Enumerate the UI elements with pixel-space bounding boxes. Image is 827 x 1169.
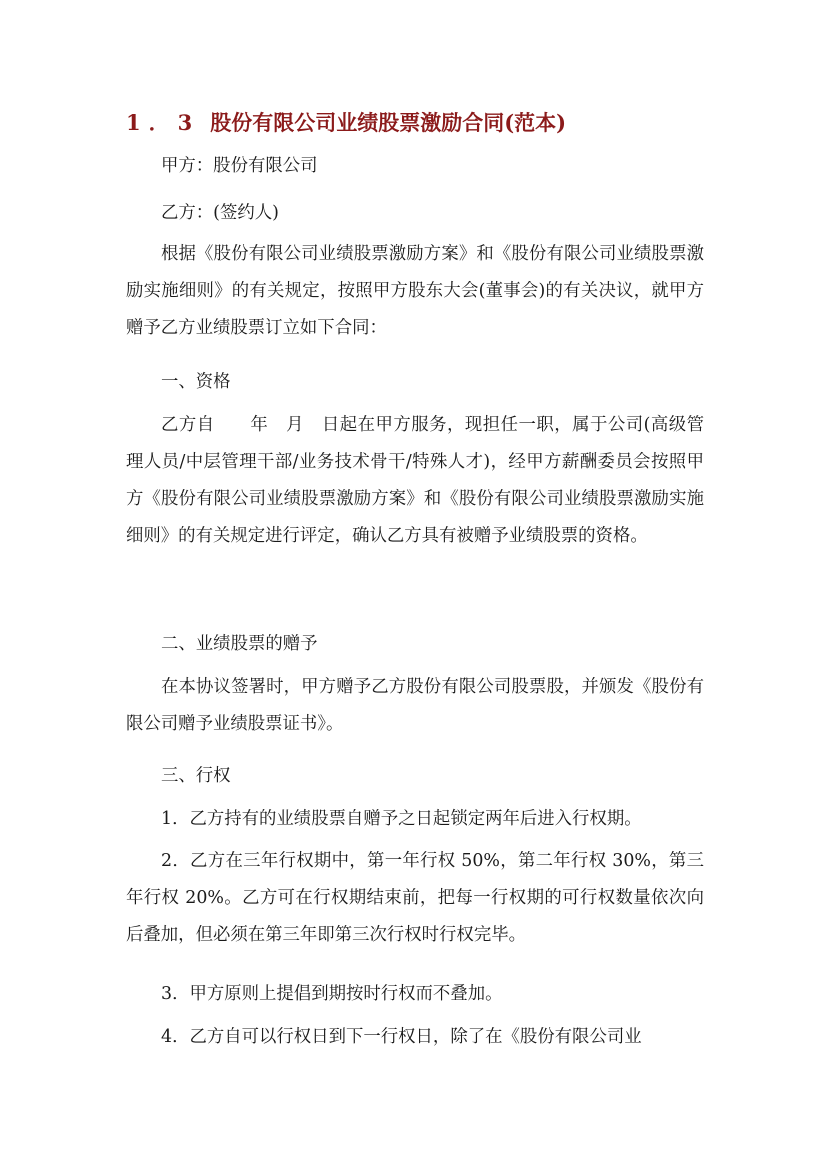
section-2-body: 在本协议签署时，甲方赠予乙方股份有限公司股票股，并颁发《股份有限公司赠予业绩股票证书》。: [126, 677, 704, 734]
section-3-heading: 三、行权: [161, 766, 231, 786]
section-3-item-2: 2．乙方在三年行权期中，第一年行权 50%，第二年行权 30%，第三年行权 20%。乙方可在行权期结束前，把每一行权期的可行权数量依次向后叠加，但必须在第三年即第三次行权时行权完毕。: [126, 851, 704, 945]
section-3-item-3: 3．甲方原则上提倡到期按时行权而不叠加。: [161, 984, 503, 1004]
document-title: [126, 108, 566, 138]
section-1-heading: 一、资格: [161, 372, 231, 392]
party-a: 甲方：股份有限公司: [161, 156, 318, 176]
title-text: 股份有限公司业绩股票激励合同(范本): [210, 110, 567, 135]
section-1-body: 乙方自 年 月 日起在甲方服务，现担任一职，属于公司(高级管理人员/中层管理干部/业务技术骨干/特殊人才)，经甲方薪酬委员会按照甲方《股份有限公司业绩股票激励方案》和《股份有限公司业绩股票激励实施细则》的有关规定进行评定，确认乙方具有被赠予业绩股票的资格。: [126, 415, 704, 546]
preamble-paragraph: 根据《股份有限公司业绩股票激励方案》和《股份有限公司业绩股票激励实施细则》的有关规定，按照甲方股东大会(董事会)的有关决议，就甲方赠予乙方业绩股票订立如下合同：: [126, 244, 704, 338]
section-3-item-4: 4．乙方自可以行权日到下一行权日，除了在《股份有限公司业: [161, 1027, 642, 1047]
title-number: 1．3: [126, 110, 201, 135]
party-b: 乙方：(签约人): [161, 203, 279, 223]
section-3-item-1: 1．乙方持有的业绩股票自赠予之日起锁定两年后进入行权期。: [161, 809, 642, 829]
section-2-heading: 二、业绩股票的赠予: [161, 634, 318, 654]
